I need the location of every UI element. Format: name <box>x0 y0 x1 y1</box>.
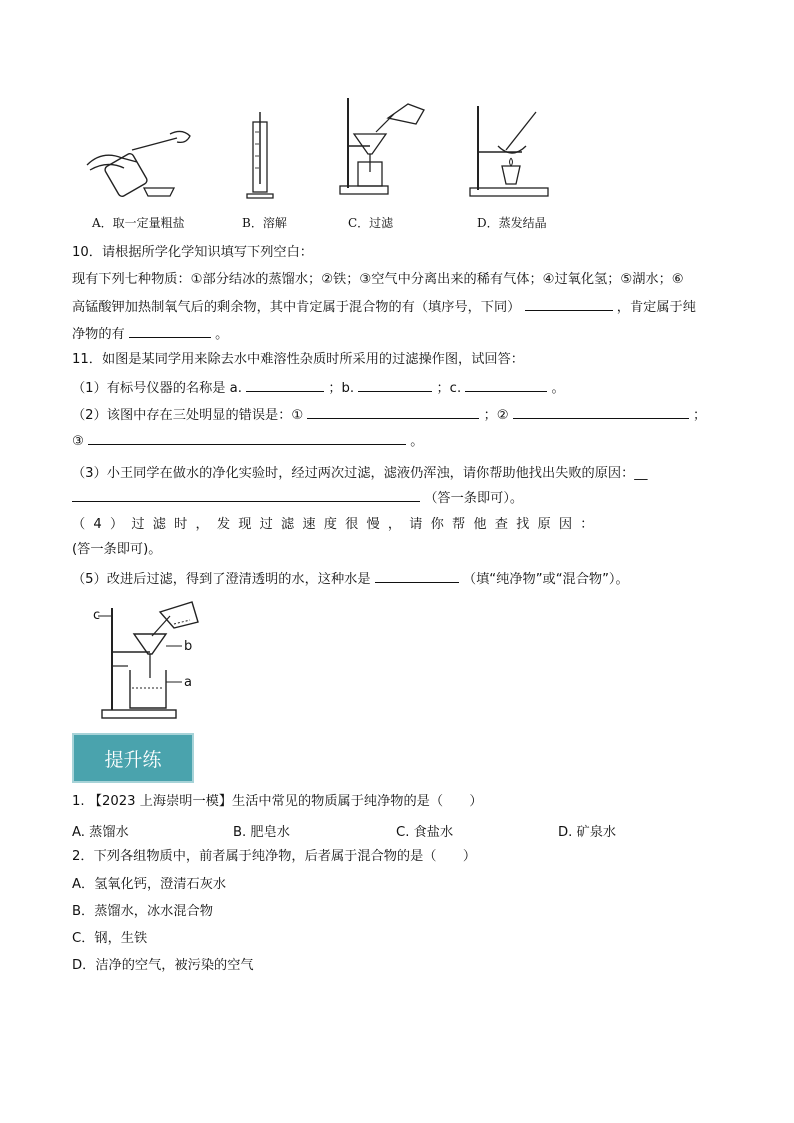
graduated-cylinder-figure <box>243 112 283 200</box>
q11-part5 <box>72 569 629 589</box>
q10-line1: 现有下列七种物质：①部分结冰的蒸馏水；②铁；③空气中分离出来的稀有气体；④过氧化氢；⑤湖水；⑥ <box>72 272 684 287</box>
mc2-option-a[interactable]: A．氢氧化钙，澄清石灰水 <box>72 877 227 892</box>
q11-reason-blank[interactable] <box>72 488 420 502</box>
q11-error1-blank[interactable] <box>307 405 479 419</box>
q11-p2-text: （2）该图中存在三处明显的错误是：① <box>72 408 304 423</box>
q11-part4-tail: (答一条即可)。 <box>72 542 162 557</box>
q11-blank-b[interactable] <box>358 378 432 392</box>
q11-p1-end: 。 <box>551 381 565 396</box>
q11-p1-c: ；c. <box>436 381 462 396</box>
mc1-option-a[interactable]: A. 蒸馏水 <box>72 825 129 840</box>
q11-p3-tail: （答一条即可）。 <box>424 491 524 506</box>
filtration-apparatus-diagram <box>90 598 210 722</box>
q11-p2-d: ③ <box>72 434 84 449</box>
figure-caption-a: A．取一定量粗盐 <box>92 216 185 230</box>
q10-line3-text: 净物的有 <box>72 327 125 342</box>
q11-part2 <box>72 405 706 425</box>
q10-line3 <box>72 324 228 344</box>
mc1-option-c[interactable]: C. 食盐水 <box>396 825 454 840</box>
mc2-option-c[interactable]: C．钢，生铁 <box>72 931 148 946</box>
q11-blank-c[interactable] <box>465 378 547 392</box>
crude-salt-figure <box>82 120 192 205</box>
q11-error3-blank[interactable] <box>88 431 406 445</box>
q10-title: 10．请根据所学化学知识填写下列空白： <box>72 245 313 260</box>
q11-p2-c: ； <box>693 408 707 423</box>
evaporation-figure <box>466 104 550 200</box>
q11-p5-tail: （填“纯净物”或“混合物”）。 <box>462 572 629 587</box>
q11-p2-b: ；② <box>483 408 509 423</box>
label-b: b <box>184 639 193 654</box>
q10-pure-blank[interactable] <box>129 324 211 338</box>
q11-p1-b: ；b. <box>328 381 355 396</box>
label-a: a <box>184 675 192 690</box>
q11-water-type-blank[interactable] <box>375 569 459 583</box>
figure-caption-b: B．溶解 <box>242 216 287 230</box>
filtration-figure <box>338 96 428 200</box>
q11-part2-cont <box>72 431 423 451</box>
figure-caption-d: D．蒸发结晶 <box>477 216 547 230</box>
q10-line2 <box>72 297 696 317</box>
q11-blank-a[interactable] <box>246 378 324 392</box>
mc1-option-b[interactable]: B. 肥皂水 <box>233 825 290 840</box>
q10-line2-tail: ，肯定属于纯 <box>616 300 696 315</box>
mc2-option-b[interactable]: B．蒸馏水，冰水混合物 <box>72 904 213 919</box>
q11-error2-blank[interactable] <box>513 405 689 419</box>
q11-part1 <box>72 378 565 398</box>
q10-line3-end: 。 <box>215 327 229 342</box>
q11-p2-end: 。 <box>410 434 424 449</box>
q11-title: 11．如图是某同学用来除去水中难溶性杂质时所采用的过滤操作图，试回答： <box>72 352 524 367</box>
mc1-stem: 1. 【2023 上海崇明一模】生活中常见的物质属于纯净物的是（ ） <box>72 794 483 809</box>
section-title: 提升练 <box>72 733 194 783</box>
q11-p5-text: （5）改进后过滤，得到了澄清透明的水，这种水是 <box>72 572 371 587</box>
figure-caption-c: C．过滤 <box>348 216 394 230</box>
q11-p1-text: （1）有标号仪器的名称是 a. <box>72 381 242 396</box>
label-c: c <box>93 608 101 623</box>
q10-mixtures-blank[interactable] <box>525 297 613 311</box>
q11-part3: （3）小王同学在做水的净化实验时，经过两次过滤，滤液仍浑浊，请你帮助他找出失败的原因：__ <box>72 466 648 481</box>
q11-part4: （ 4 ） 过 滤 时 ， 发 现 过 滤 速 度 很 慢 ， 请 你 帮 他 查 找 原 因 ： <box>72 517 596 532</box>
mc2-stem: 2．下列各组物质中，前者属于纯净物，后者属于混合物的是（ ） <box>72 849 477 864</box>
mc1-option-d[interactable]: D. 矿泉水 <box>558 825 617 840</box>
q10-line2-text: 高锰酸钾加热制氧气后的剩余物，其中肯定属于混合物的有（填序号，下同） <box>72 300 521 315</box>
q11-part3-cont <box>72 488 523 508</box>
mc2-option-d[interactable]: D．洁净的空气，被污染的空气 <box>72 958 254 973</box>
